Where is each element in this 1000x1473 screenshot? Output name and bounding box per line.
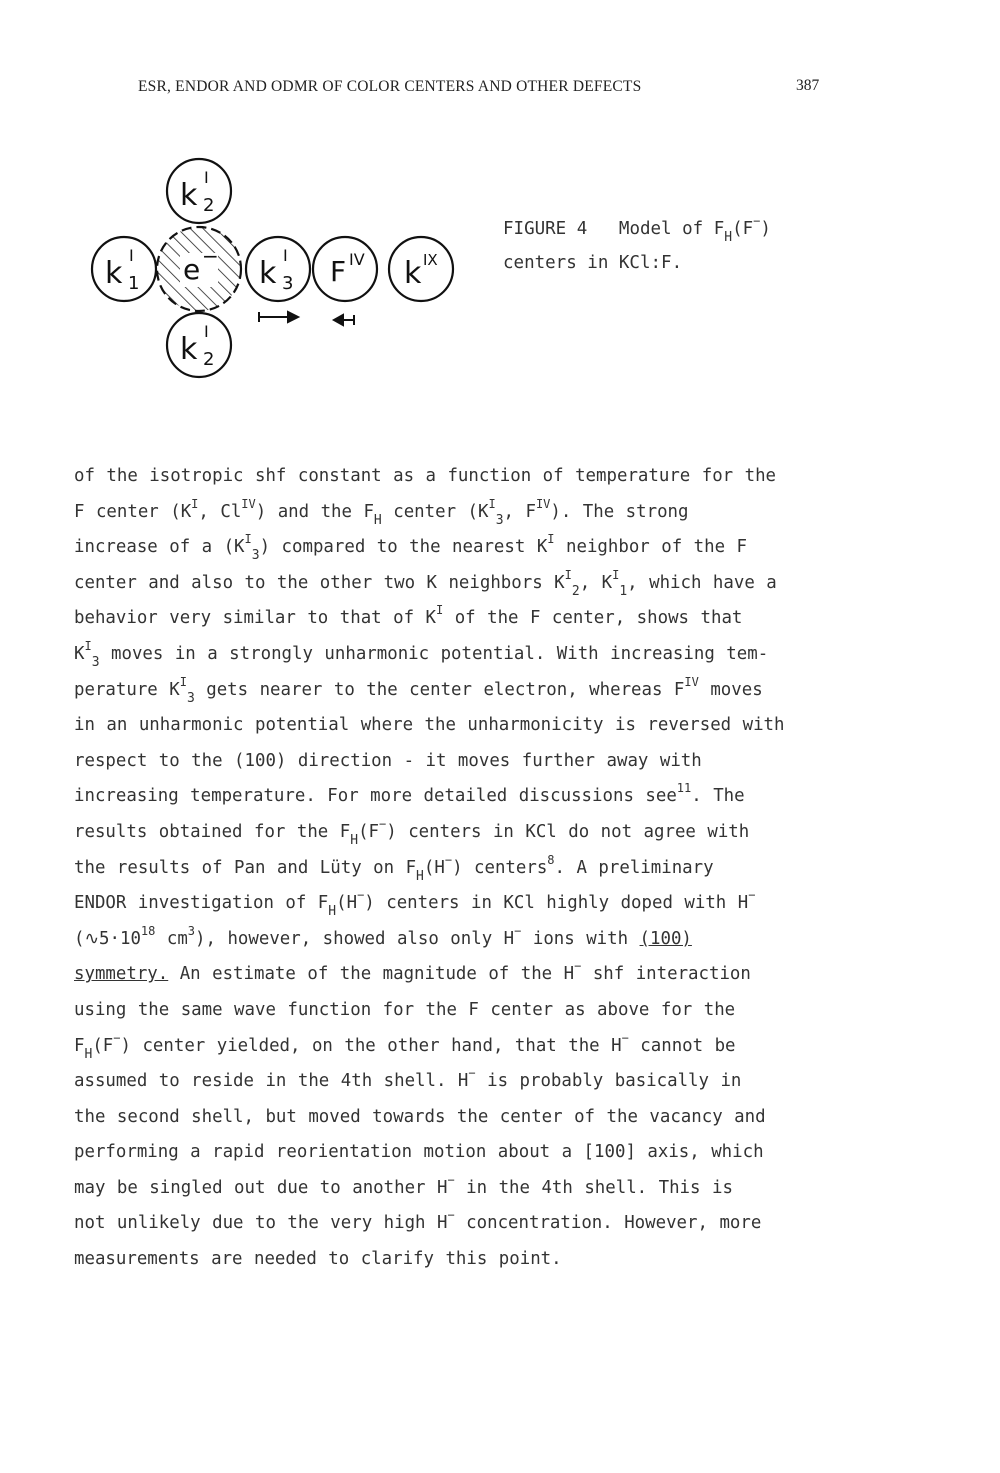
text-run: perature K (74, 679, 180, 700)
text-run: respect to the (100) direction - it moves further away with (74, 750, 702, 771)
text-run: of the isotropic shf constant as a function of temperature for the (74, 466, 777, 486)
text-line (74, 601, 864, 637)
superscript: − (468, 1066, 476, 1081)
caption-text: Model of F (618, 219, 725, 239)
text-run: , Cl (198, 501, 242, 522)
subscript: H (84, 1046, 93, 1062)
caption-line-2: centers in KCl:F. (503, 253, 683, 273)
superscript: − (379, 816, 387, 831)
label-k9: k (404, 256, 422, 291)
superscript: 8 (547, 852, 555, 867)
circle-k3 (246, 237, 310, 301)
text-run: moves in a strongly unharmonic potential. With increasing tem- (99, 643, 769, 664)
text-run: (F (92, 1035, 114, 1056)
label-k3-sub: 3 (282, 273, 294, 294)
subscript: 3 (495, 512, 504, 528)
text-line (74, 673, 864, 709)
text-run: ) and the F (255, 501, 374, 522)
subscript: 3 (186, 690, 195, 706)
text-line (74, 566, 864, 602)
caption-sup: − (753, 214, 761, 228)
text-line (74, 922, 864, 958)
text-line (74, 744, 864, 780)
label-k2-top-sup: I (204, 168, 209, 187)
label-k2-top-sub: 2 (203, 195, 215, 216)
superscript: I (435, 603, 444, 618)
superscript: − (447, 1172, 455, 1187)
subscript: H (350, 832, 359, 848)
text-run: the second shell, but moved towards the center of the vacancy and (74, 1106, 766, 1127)
text-run: ) centers (452, 857, 548, 878)
text-run: , K (579, 572, 613, 593)
text-run: F (74, 1035, 85, 1056)
text-run: concentration. However, more (454, 1213, 762, 1234)
text-run: (∿5·10 (74, 928, 141, 949)
text-line (74, 1171, 864, 1207)
circle-k1 (92, 237, 156, 301)
text-run: ), however, showed also only H (195, 928, 515, 949)
figure-caption (503, 212, 771, 280)
circle-k2-top (167, 159, 231, 223)
text-run: cannot be (628, 1035, 736, 1056)
text-run: behavior very similar to that of K (74, 608, 436, 629)
caption-tail: (F (732, 219, 754, 239)
label-f4: F (330, 255, 347, 288)
text-run: in the 4th shell. This is (454, 1177, 733, 1198)
running-head: ESR, ENDOR AND ODMR OF COLOR CENTERS AND OTHER DEFECTS (138, 78, 642, 95)
text-line (74, 1029, 864, 1065)
superscript: − (574, 959, 582, 974)
superscript: I (564, 567, 572, 582)
text-run: , which have a (627, 572, 777, 593)
text-run: measurements are needed to clarify this point. (74, 1249, 562, 1270)
superscript: I (84, 638, 92, 653)
superscript: − (514, 923, 522, 938)
subscript: H (416, 868, 424, 884)
text-line (74, 495, 864, 531)
text-run: results obtained for the F (74, 821, 351, 842)
label-k3: k (259, 256, 277, 291)
text-run: cm (155, 928, 188, 949)
superscript: IV (241, 496, 256, 511)
superscript: − (447, 1208, 455, 1223)
text-line (74, 779, 864, 815)
label-k2-top: k (180, 178, 198, 213)
text-run: ) centers in KCl do not agree with (386, 821, 750, 842)
caption-sub: H (724, 230, 733, 245)
subscript: 3 (91, 654, 100, 670)
text-run: may be singled out due to another H (74, 1177, 448, 1198)
arrow-right-icon (259, 312, 298, 322)
figure-model-diagram (78, 155, 478, 385)
label-k2-bottom-sub: 2 (203, 349, 215, 370)
text-run: center and also to the other two K neighbors K (74, 572, 565, 593)
subscript: 3 (251, 548, 260, 564)
text-run: (H (336, 893, 358, 914)
superscript: I (612, 567, 620, 582)
text-run: K (74, 643, 85, 664)
text-run: F center (K (74, 501, 192, 522)
text-run: , F (503, 501, 536, 522)
superscript: − (748, 888, 756, 903)
text-run: ) compared to the nearest K (259, 537, 548, 558)
text-run: in an unharmonic potential where the unharmonicity is reversed with (74, 715, 785, 736)
subscript: 2 (571, 583, 580, 599)
text-line (74, 530, 864, 566)
superscript: − (113, 1030, 121, 1045)
text-run: . The (691, 786, 745, 807)
text-line (74, 1206, 864, 1242)
text-line (74, 1242, 864, 1278)
caption-label: FIGURE 4 (503, 219, 588, 239)
text-line (74, 957, 864, 993)
superscript: I (547, 532, 555, 547)
text-line (74, 993, 864, 1029)
text-run: ). The strong (550, 501, 689, 522)
text-line (74, 1135, 864, 1171)
label-electron: e (183, 253, 201, 286)
text-line (74, 886, 864, 922)
text-run: (F (358, 821, 380, 842)
text-run: ions with (521, 928, 640, 949)
text-run: center (K (381, 501, 489, 522)
underlined-text: (100) (639, 928, 692, 949)
label-k9-sup: IX (423, 251, 438, 269)
text-line (74, 1064, 864, 1100)
text-run: assumed to reside in the 4th shell. H (74, 1071, 469, 1092)
label-k1: k (105, 256, 123, 291)
text-line (74, 708, 864, 744)
superscript: IV (535, 496, 551, 511)
text-run: ) centers in KCl highly doped with H (364, 893, 749, 914)
label-f4-sup: IV (349, 250, 365, 269)
text-run: An estimate of the magnitude of the H (168, 964, 575, 985)
text-run: is probably basically in (475, 1071, 742, 1092)
superscript: IV (684, 674, 699, 689)
text-run: ) center yielded, on the other hand, that the H (120, 1035, 622, 1056)
superscript: I (179, 674, 187, 689)
subscript: 1 (619, 583, 628, 599)
label-k1-sup: I (129, 246, 134, 265)
text-run: shf interaction (581, 964, 751, 985)
text-run: not unlikely due to the very high H (74, 1213, 448, 1234)
label-k3-sup: I (283, 246, 288, 265)
label-k1-sub: 1 (128, 273, 140, 294)
text-line (74, 851, 864, 887)
underlined-text: symmetry. (74, 964, 169, 985)
superscript: I (191, 496, 199, 511)
superscript: I (244, 532, 252, 547)
text-run: performing a rapid reorientation motion about a [100] axis, which (74, 1142, 764, 1163)
text-run: gets nearer to the center electron, whereas F (194, 679, 685, 700)
text-line (74, 815, 864, 851)
text-run: of the F center, shows that (443, 608, 743, 629)
body-paragraph (74, 459, 864, 1278)
text-run: increase of a (K (74, 537, 245, 558)
text-run: the results of Pan and Lüty on F (74, 857, 417, 878)
text-run: . A preliminary (554, 857, 714, 878)
text-run: ENDOR investigation of F (74, 893, 329, 914)
superscript: − (444, 852, 453, 867)
text-run: increasing temperature. For more detailed discussions see (74, 786, 677, 807)
text-line (74, 637, 864, 673)
superscript: 11 (676, 781, 692, 796)
superscript: I (488, 496, 496, 511)
caption-end: ) (760, 219, 771, 239)
arrow-left-icon (334, 315, 354, 325)
superscript: − (357, 888, 365, 903)
circle-k2-bottom (167, 313, 231, 377)
text-line (74, 459, 864, 495)
subscript: H (373, 512, 382, 528)
text-line (74, 1100, 864, 1136)
text-run: using the same wave function for the F center as above for the (74, 999, 736, 1020)
superscript: 18 (140, 923, 156, 938)
text-run: moves (698, 679, 763, 700)
text-run: neighbor of the F (554, 537, 747, 558)
label-k2-bottom-sup: I (204, 322, 209, 341)
page-number: 387 (796, 77, 820, 94)
subscript: H (328, 904, 337, 920)
label-electron-sup: − (202, 244, 219, 268)
text-run: (H (423, 857, 445, 878)
label-k2-bottom: k (180, 332, 198, 367)
superscript: 3 (187, 923, 196, 938)
superscript: − (621, 1030, 629, 1045)
